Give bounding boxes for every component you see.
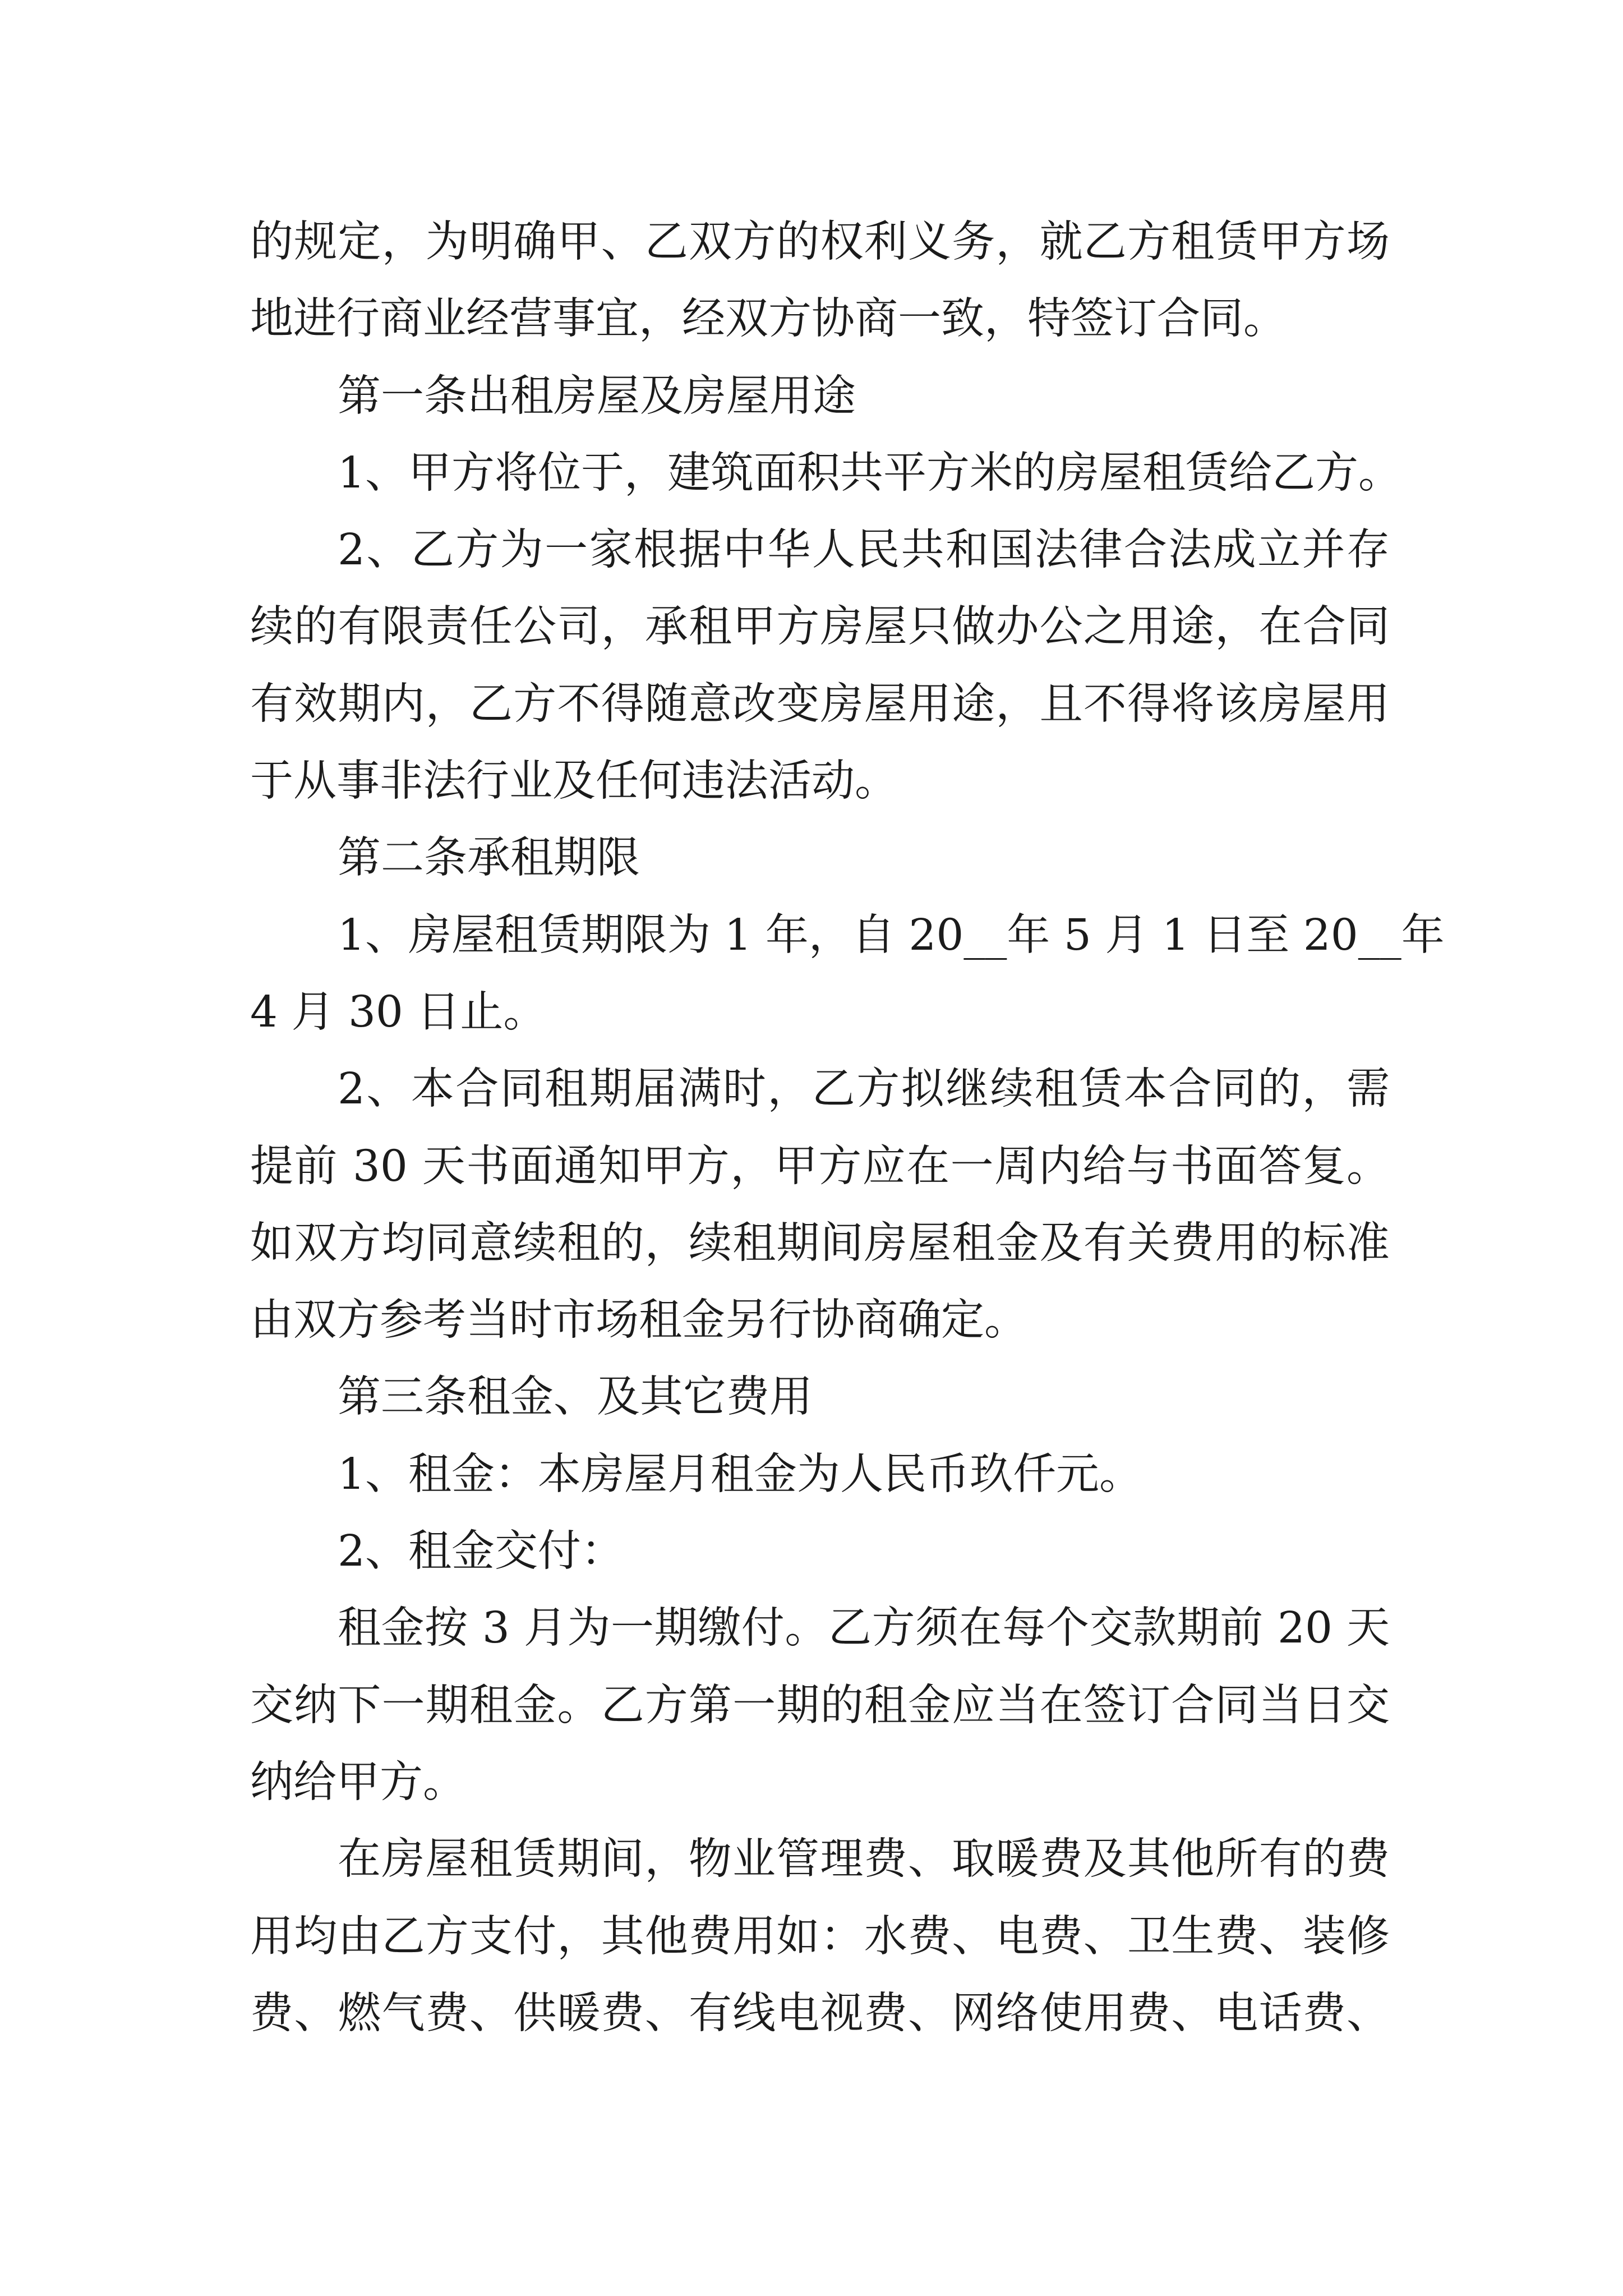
section-heading: 第二条承租期限 bbox=[338, 833, 640, 884]
text-line: 1、房屋租赁期限为 1 年，自 20__年 5 月 1 日至 20__年 bbox=[338, 910, 1445, 960]
section-heading: 第一条出租房屋及房屋用途 bbox=[338, 371, 856, 421]
text-line: 于从事非法行业及任何违法活动。 bbox=[250, 756, 898, 807]
text-line: 2、租金交付： bbox=[338, 1526, 624, 1577]
article-1-clause-2 bbox=[250, 512, 1390, 820]
text-line: 提前 30 天书面通知甲方，甲方应在一周内给与书面答复。 bbox=[250, 1141, 1390, 1191]
text-line: 续的有限责任公司，承租甲方房屋只做办公之用途，在合同 bbox=[250, 602, 1390, 652]
article-3-clause-2 bbox=[250, 1513, 1390, 1590]
text-line: 由双方参考当时市场租金另行协商确定。 bbox=[250, 1295, 1027, 1346]
article-2-heading bbox=[250, 820, 1390, 896]
article-2-clause-2 bbox=[250, 1051, 1390, 1359]
paragraph-continuation bbox=[250, 204, 1390, 358]
text-line: 费、燃气费、供暖费、有线电视费、网络使用费、电话费、 bbox=[250, 1988, 1390, 2039]
other-fees-paragraph bbox=[250, 1821, 1390, 2052]
text-line: 的规定，为明确甲、乙双方的权利义务，就乙方租赁甲方场 bbox=[250, 217, 1390, 267]
text-line: 用均由乙方支付，其他费用如：水费、电费、卫生费、装修 bbox=[250, 1911, 1390, 1962]
article-2-clause-1 bbox=[250, 897, 1445, 1051]
text-line: 在房屋租赁期间，物业管理费、取暖费及其他所有的费 bbox=[338, 1834, 1390, 1885]
text-line: 有效期内，乙方不得随意改变房屋用途，且不得将该房屋用 bbox=[250, 679, 1390, 729]
article-3-clause-1 bbox=[250, 1436, 1390, 1513]
rent-payment-paragraph bbox=[250, 1590, 1390, 1821]
text-line: 2、本合同租期届满时，乙方拟继续租赁本合同的，需 bbox=[338, 1064, 1390, 1115]
article-3-heading bbox=[250, 1359, 1390, 1435]
text-line: 租金按 3 月为一期缴付。乙方须在每个交款期前 20 天 bbox=[338, 1603, 1390, 1654]
contract-body bbox=[250, 204, 1445, 2052]
article-1-clause-1 bbox=[250, 435, 1401, 512]
article-1-heading bbox=[250, 358, 1390, 435]
text-line: 如双方均同意续租的，续租期间房屋租金及有关费用的标准 bbox=[250, 1218, 1390, 1268]
text-line: 1、租金：本房屋月租金为人民币玖仟元。 bbox=[338, 1449, 1142, 1499]
text-line: 交纳下一期租金。乙方第一期的租金应当在签订合同当日交 bbox=[250, 1680, 1390, 1731]
text-line: 2、乙方为一家根据中华人民共和国法律合法成立并存 bbox=[338, 525, 1390, 576]
text-line: 4 月 30 日止。 bbox=[250, 987, 547, 1037]
section-heading: 第三条租金、及其它费用 bbox=[338, 1372, 813, 1423]
text-line: 1、甲方将位于，建筑面积共平方米的房屋租赁给乙方。 bbox=[338, 448, 1401, 498]
text-line: 纳给甲方。 bbox=[250, 1757, 466, 1807]
text-line: 地进行商业经营事宜，经双方协商一致，特签订合同。 bbox=[250, 294, 1287, 344]
